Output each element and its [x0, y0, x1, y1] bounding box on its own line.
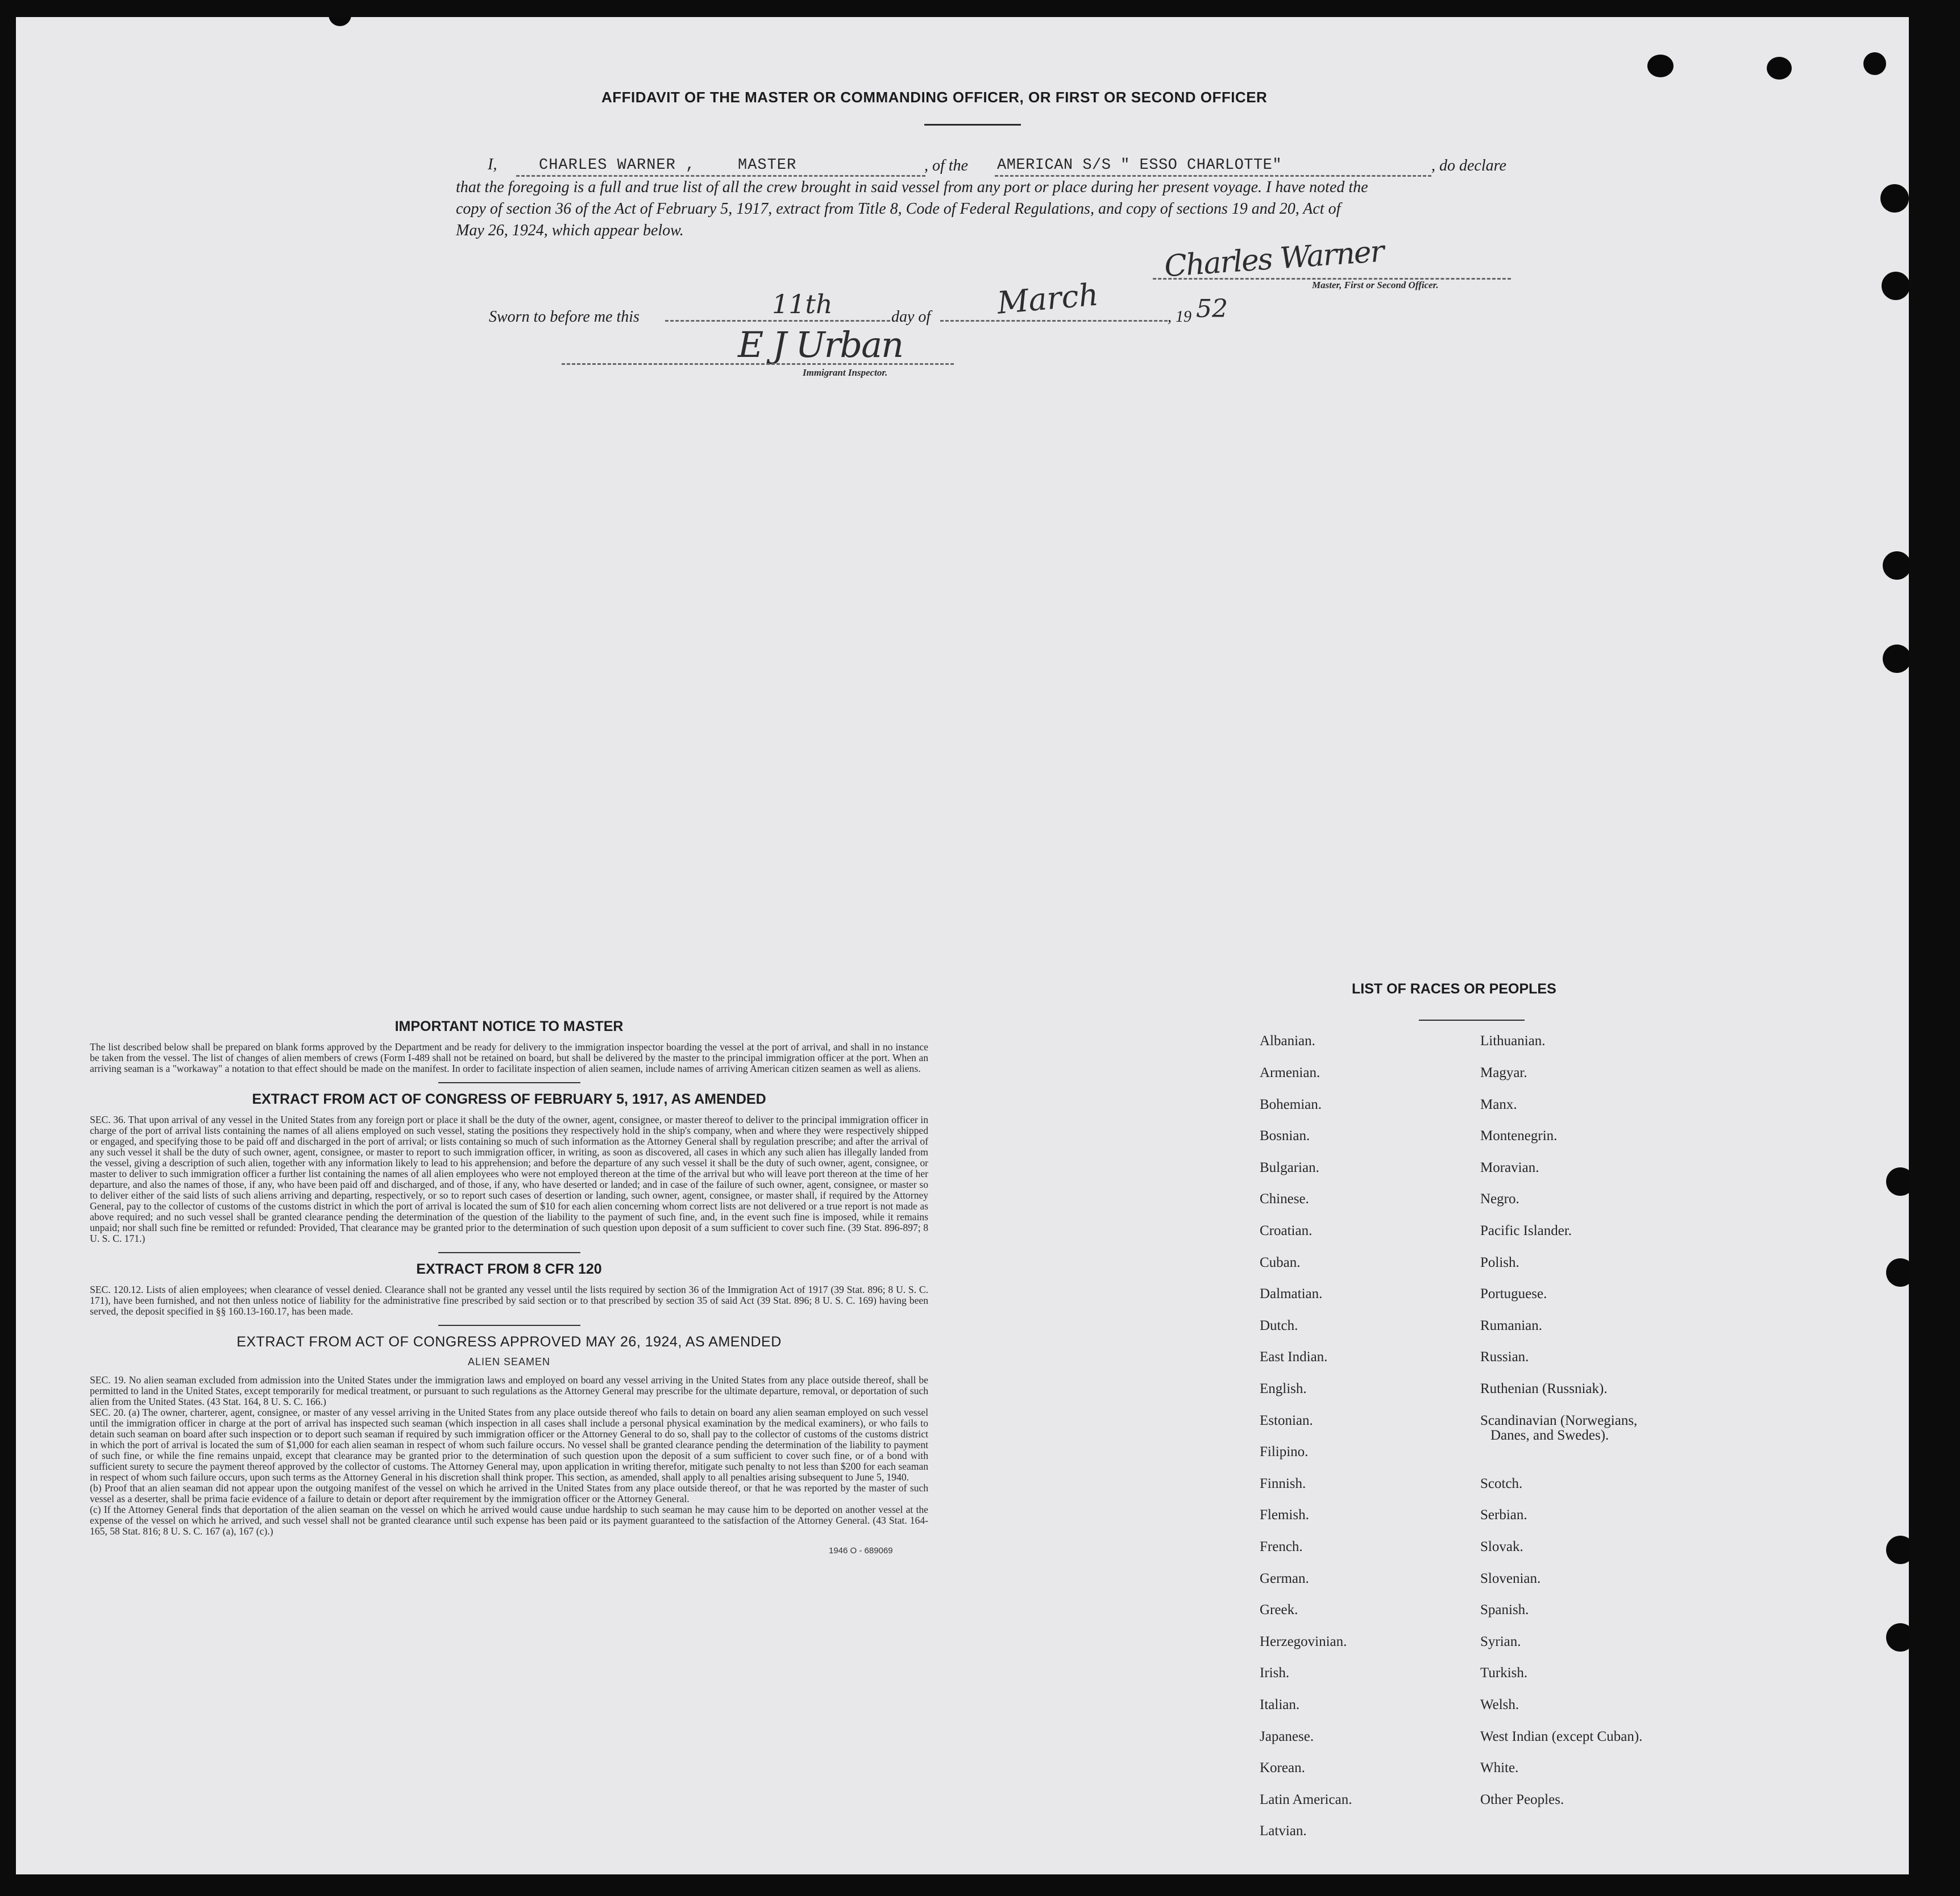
month-field: [940, 319, 1168, 322]
race-left-25: Latin American.: [1260, 1792, 1352, 1807]
race-left-22: Italian.: [1260, 1697, 1300, 1712]
race-left-13: Estonian.: [1260, 1413, 1313, 1428]
race-left-8: Cuban.: [1260, 1255, 1301, 1270]
name-comma: ,: [686, 157, 695, 174]
punch-hole-1: [1647, 55, 1674, 77]
punch-hole-7: [1883, 645, 1909, 673]
inspector-signature: E J Urban: [738, 324, 903, 365]
title-rule: [924, 124, 1021, 126]
affidavit-title: AFFIDAVIT OF THE MASTER OR COMMANDING OFFICER, OR FIRST OR SECOND OFFICER: [601, 89, 1268, 106]
race-left-9: Dalmatian.: [1260, 1286, 1323, 1302]
race-right-22: Welsh.: [1480, 1697, 1519, 1712]
race-right-1: Lithuanian.: [1480, 1033, 1546, 1049]
race-right-2: Magyar.: [1480, 1065, 1527, 1080]
affidavit-line-2: that the foregoing is a full and true list of all the crew brought in said vessel from any port or place during her present voyage. I have noted the: [456, 178, 1368, 196]
print-code: 1946 O - 689069: [829, 1546, 893, 1556]
race-left-21: Irish.: [1260, 1665, 1290, 1681]
punch-hole-11: [1886, 1623, 1909, 1652]
race-left-19: Greek.: [1260, 1602, 1298, 1618]
punch-hole-3: [1863, 52, 1886, 75]
master-caption: Master, First or Second Officer.: [1312, 280, 1439, 290]
race-right-4: Montenegrin.: [1480, 1128, 1558, 1144]
of-the-label: , of the: [924, 157, 968, 174]
race-left-14: Filipino.: [1260, 1444, 1309, 1460]
affidavit-line-4: May 26, 1924, which appear below.: [456, 222, 684, 239]
vessel-name: AMERICAN S/S " ESSO CHARLOTTE": [997, 157, 1282, 174]
affidavit-line-3: copy of section 36 of the Act of February 5, 1917, extract from Title 8, Code of Federal Regulations, and copy of sections 19 and 20, Act of: [456, 200, 1341, 218]
race-right-6: Negro.: [1480, 1191, 1519, 1207]
race-right-7: Pacific Islander.: [1480, 1223, 1572, 1238]
race-right-9: Portuguese.: [1480, 1286, 1547, 1302]
punch-hole-5: [1882, 272, 1909, 300]
year-value: 52: [1196, 294, 1228, 323]
race-right-3: Manx.: [1480, 1097, 1517, 1112]
race-left-26: Latvian.: [1260, 1823, 1307, 1839]
race-right-13: Scandinavian (Norwegians,: [1480, 1413, 1638, 1428]
punch-hole-10: [1886, 1536, 1909, 1564]
race-right-11: Russian.: [1480, 1349, 1529, 1365]
extract3-title: EXTRACT FROM ACT OF CONGRESS APPROVED MAY 26, 1924, AS AMENDED: [236, 1334, 782, 1350]
master-signature: Charles Warner: [1163, 234, 1385, 284]
document-page: [16, 17, 1909, 1874]
notice-section: [84, 1018, 934, 1556]
race-left-20: Herzegovinian.: [1260, 1634, 1347, 1649]
extract3-sec20c: (c) If the Attorney General finds that deportation of the alien seaman on the vessel on which he arrived would cause undue hardship to such seaman he may cause him to be deported on another vessel at the expense of the vessel on which he arrived, and such vessel shall not be granted clearance until such expense has been paid or its payment guaranteed to the satisfaction of the Attorney General. (43 Stat. 164-165, 58 Stat. 816; 8 U. S. C. 167 (a), 167 (c).): [90, 1504, 928, 1537]
race-right-10: Rumanian.: [1480, 1318, 1543, 1333]
punch-hole-2: [1767, 57, 1792, 80]
race-right-17: Slovak.: [1480, 1539, 1523, 1554]
race-right-20: Syrian.: [1480, 1634, 1521, 1649]
extract1-title: EXTRACT FROM ACT OF CONGRESS OF FEBRUARY 5, 1917, AS AMENDED: [252, 1091, 766, 1107]
vessel-field: [995, 157, 1431, 177]
race-right-5: Moravian.: [1480, 1160, 1539, 1175]
race-right-19: Spanish.: [1480, 1602, 1529, 1618]
race-left-1: Albanian.: [1260, 1033, 1315, 1049]
day-field: [665, 319, 890, 322]
rank: MASTER: [738, 157, 797, 174]
race-right-18: Slovenian.: [1480, 1571, 1541, 1586]
race-right-23: West Indian (except Cuban).: [1480, 1729, 1643, 1744]
race-left-15: Finnish.: [1260, 1476, 1306, 1491]
extract3-sec19: SEC. 19. No alien seaman excluded from admission into the United States under the immigration laws and employed on board any vessel arriving in the United States from any place outside thereof, shall be permitted to land in the United States, except temporarily for medical treatment, or pursuant to such regulations as the Attorney General may prescribe for the ultimate departure, removal, or deportation of such alien from the United States. (43 Stat. 164, 8 U. S. C. 166.): [90, 1374, 928, 1407]
punch-hole-8: [1886, 1167, 1909, 1196]
do-declare-label: , do declare: [1431, 157, 1506, 174]
race-right-24: White.: [1480, 1760, 1519, 1776]
punch-hole-4: [1880, 184, 1909, 213]
race-left-24: Korean.: [1260, 1760, 1305, 1776]
race-left-10: Dutch.: [1260, 1318, 1298, 1333]
race-left-6: Chinese.: [1260, 1191, 1309, 1207]
races-title: LIST OF RACES OR PEOPLES: [1352, 981, 1556, 997]
extract2-body: SEC. 120.12. Lists of alien employees; when clearance of vessel denied. Clearance shall not be granted any vessel until the lists required by section 36 of the Immigration Act of 1917 (39 Stat. 896; 8 U. S. C. 171), have been furnished, and not then unless notice of liability for the administrative fine prescribed by said section or to that prescribed by section 35 of said Act (39 Stat. 896; 8 U. S. C. 169) having been served, the deposit specified in §§ 160.13-160.17, has been made.: [90, 1284, 928, 1317]
race-right-14: Danes, and Swedes).: [1490, 1428, 1609, 1443]
race-left-17: French.: [1260, 1539, 1303, 1554]
race-left-16: Flemish.: [1260, 1507, 1309, 1523]
race-left-11: East Indian.: [1260, 1349, 1328, 1365]
extract3-sec20a: SEC. 20. (a) The owner, charterer, agent, consignee, or master of any vessel arriving in the United States from any place outside thereof who fails to detain on board any alien seaman employed on such vessel until the immigration officer in charge at the port of arrival has inspected such seaman (which inspection in all cases shall include a personal physical examination by the medical examiners), or who fails to detain such seaman on board after such inspection or to deport such seaman if required by such immigration officer or the Attorney General to do so, shall pay to the collector of customs of the customs district in which the port of arrival is located the sum of $1,000 for each alien seaman in respect of whom such failure occurs. No vessel shall be granted clearance pending the determination of the liability to payment of such fine, or while the fine remains unpaid, except that clearance may be granted prior to the determination of such question upon the deposit of a sum sufficient to cover such fine, or of a bond with sufficient surety to secure the payment thereof approved by the collector of customs. The Attorney General may, upon application in writing therefor, mitigate such penalty to not less than $200 for each seaman in respect of whom such failure occurs, upon such terms as the Attorney General in his discretion shall think proper. This section, as amended, shall apply to all penalties arising subsequent to June 5, 1940.: [90, 1407, 928, 1483]
extract2-rule: [438, 1325, 580, 1326]
master-name-field: [516, 157, 925, 177]
race-right-25: Other Peoples.: [1480, 1792, 1564, 1807]
extract2-title: EXTRACT FROM 8 CFR 120: [416, 1261, 602, 1277]
extract1-rule: [438, 1252, 580, 1253]
inspector-caption: Immigrant Inspector.: [803, 367, 888, 378]
day-value: 11th: [772, 289, 833, 319]
corner-notch: [329, 17, 351, 26]
race-right-8: Polish.: [1480, 1255, 1519, 1270]
extract3-subtitle: ALIEN SEAMEN: [467, 1356, 551, 1367]
race-left-4: Bosnian.: [1260, 1128, 1310, 1144]
race-right-12: Ruthenian (Russniak).: [1480, 1381, 1608, 1396]
race-left-12: English.: [1260, 1381, 1307, 1396]
master-name: CHARLES WARNER: [539, 157, 676, 174]
notice-title: IMPORTANT NOTICE TO MASTER: [395, 1018, 624, 1034]
race-left-5: Bulgarian.: [1260, 1160, 1319, 1175]
extract1-body: SEC. 36. That upon arrival of any vessel in the United States from any foreign port or place it shall be the duty of the owner, agent, consignee, or master thereof to deliver to the principal immigration officer in charge of the port of arrival lists containing the names of all aliens employed on such vessel, stating the positions they respectively hold in the ship's company, when and where they were respectively shipped or engaged, and specifying those to be paid off and discharged in the port of arrival; or lists containing so much of such information as the Attorney General shall by regulation prescribe; and after the arrival of any such vessel it shall be the duty of such owner, agent, consignee, or master to report to such immigration officer, in writing, as soon as discovered, all cases in which any such alien has illegally landed from the vessel, giving a description of such alien, together with any information likely to lead to his apprehension; and before the departure of any such vessel it shall be the duty of such owner, agent, consignee, or master to deliver to such immigration officer a further list containing the names of all alien employees who were not employed thereon at the time of the arrival but who will leave port thereon at the time of her departure, and also the names of those, if any, who have been paid off and discharged, and of those, if any, who have deserted or landed; and in case of the failure of such owner, agent, consignee, or master so to deliver either of the said lists of such aliens arriving and departing, respectively, or so to report such cases of desertion or landing, such owner, agent, consignee, or master shall, if required by the Attorney General, pay to the collector of customs of the customs district in which the port of arrival is located the sum of $10 for each alien concerning whom correct lists are not delivered or a true report is not made as above required; and no such vessel shall be granted clearance pending the determination of the question of the liability to the payment of such fine, and, in the event such fine is imposed, while it remains unpaid; nor shall such fine be remitted or refunded: Provided, That clearance may be granted prior to the determination of such question upon deposit of a sum sufficient to cover such fine. (39 Stat. 896-897; 8 U. S. C. 171.): [90, 1114, 928, 1244]
race-left-2: Armenian.: [1260, 1065, 1320, 1080]
race-right-21: Turkish.: [1480, 1665, 1528, 1681]
year-prefix: , 19: [1168, 308, 1191, 326]
month-value: March: [995, 276, 1100, 321]
punch-hole-6: [1883, 551, 1909, 580]
notice-rule: [438, 1082, 580, 1083]
races-rule: [1419, 1020, 1525, 1021]
race-left-23: Japanese.: [1260, 1729, 1314, 1744]
race-right-16: Serbian.: [1480, 1507, 1527, 1523]
race-left-18: German.: [1260, 1571, 1309, 1586]
sworn-label: Sworn to before me this: [489, 308, 640, 326]
inspector-signature-line: [562, 363, 954, 365]
race-left-7: Croatian.: [1260, 1223, 1313, 1238]
punch-hole-9: [1886, 1258, 1909, 1287]
extract3-sec20b: (b) Proof that an alien seaman did not appear upon the outgoing manifest of the vessel on which he arrived in the United States from any place outside thereof, or that he was reported by the master of such vessel as a deserter, shall be prima facie evidence of a failure to detain or deport after requirement by the immigration officer or the Attorney General.: [90, 1482, 928, 1504]
notice-body: The list described below shall be prepared on blank forms approved by the Department and be ready for delivery to the immigration inspector boarding the vessel at the port of arrival, and shall in no instance be taken from the vessel. The list of changes of alien members of crews (Form I-489 shall not be retained on board, but shall be delivered by the master to the principal immigration officer at the port. When an arriving seaman is a "workaway" a notation to that effect should be made on the manifest. In order to facilitate inspection of alien seamen, include names of arriving American citizen seamen as well as aliens.: [90, 1041, 928, 1074]
day-of-label: day of: [891, 308, 931, 326]
affidavit-i: I,: [488, 156, 497, 173]
race-left-3: Bohemian.: [1260, 1097, 1322, 1112]
race-right-15: Scotch.: [1480, 1476, 1523, 1491]
